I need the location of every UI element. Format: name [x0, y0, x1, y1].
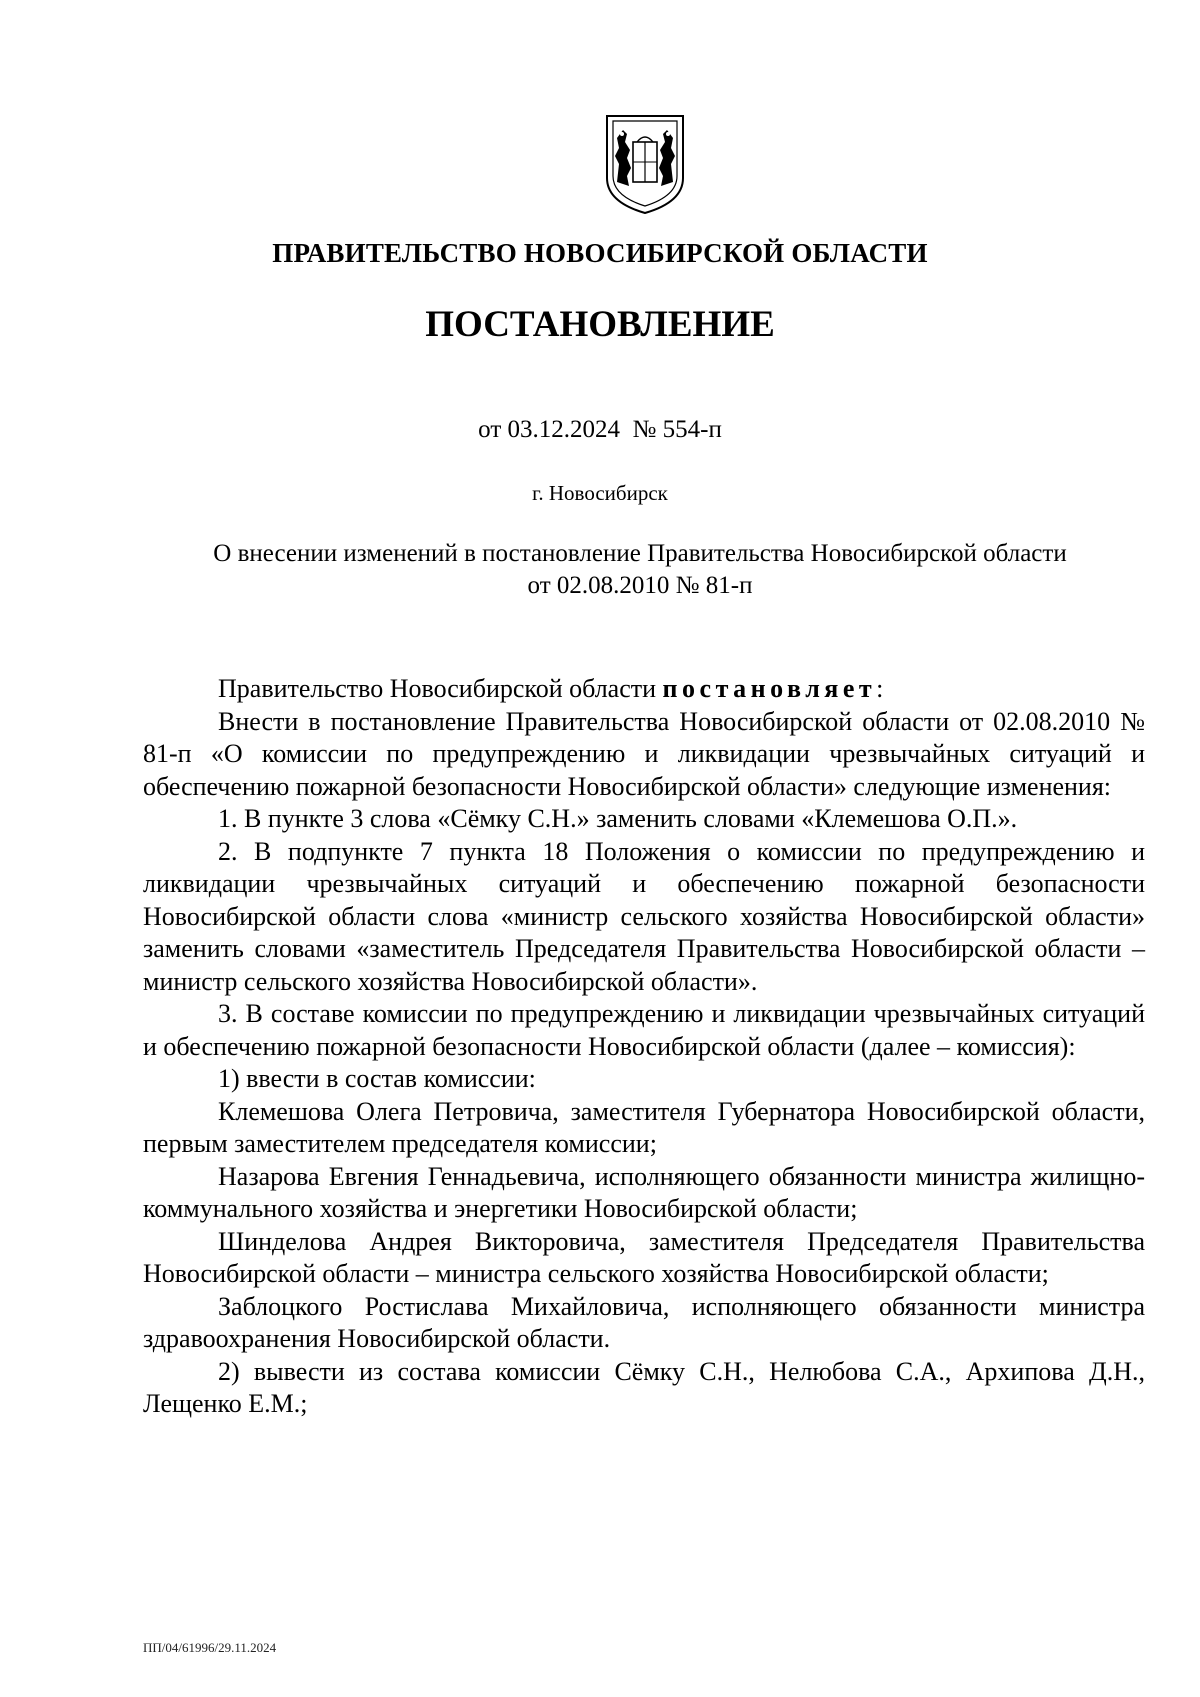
document-subject [140, 538, 1140, 602]
subject-line-1: О внесении изменений в постановление Правительства Новосибирской области [213, 540, 1067, 567]
document-date: от 03.12.2024 [478, 416, 621, 443]
document-footer-code: ПП/04/61996/29.11.2024 [143, 1640, 277, 1655]
document-city: г. Новосибирск [532, 481, 668, 505]
document-number: № 554-п [632, 416, 722, 443]
body-paragraph: 2) вывести из состава комиссии Сёмку С.Н., Нелюбова С.А., Архипова Д.Н., Лещенко Е.М.; [143, 1356, 1145, 1418]
body-paragraph: Назарова Евгения Геннадьевича, исполняющего обязанности министра жилищно-коммунального хозяйства и энергетики Новосибирской области; [143, 1161, 1145, 1223]
document-body [143, 673, 1145, 1421]
body-paragraph: Клемешова Олега Петровича, заместителя Губернатора Новосибирской области, первым заместителем председателя комиссии; [143, 1096, 1145, 1158]
novosibirsk-coat-of-arms-icon [603, 112, 687, 216]
body-paragraph-resolves [143, 673, 1145, 706]
document-date-number [0, 416, 1200, 444]
body-paragraph: 3. В составе комиссии по предупреждению и ликвидации чрезвычайных ситуаций и обеспечению пожарной безопасности Новосибирской области (далее – комиссия): [143, 999, 1145, 1061]
resolves-keyword: постановляет [662, 674, 877, 703]
body-paragraph: 1. В пункте 3 слова «Сёмку С.Н.» заменить словами «Клемешова О.П.». [218, 804, 1018, 833]
government-name-heading: ПРАВИТЕЛЬСТВО НОВОСИБИРСКОЙ ОБЛАСТИ [272, 238, 928, 268]
resolves-prefix: Правительство Новосибирской области [218, 674, 663, 703]
body-paragraph: Заблоцкого Ростислава Михайловича, исполняющего обязанности министра здравоохранения Новосибирской области. [143, 1291, 1145, 1353]
resolves-suffix: : [876, 674, 884, 703]
body-paragraph: 1) ввести в состав комиссии: [218, 1064, 536, 1093]
body-paragraph: Шинделова Андрея Викторовича, заместителя Председателя Правительства Новосибирской области – министра сельского хозяйства Новосибирской области; [143, 1226, 1145, 1288]
subject-line-2: от 02.08.2010 № 81-п [527, 572, 753, 599]
body-paragraph: 2. В подпункте 7 пункта 18 Положения о комиссии по предупреждению и ликвидации чрезвычайных ситуаций и обеспечению пожарной безопасности Новосибирской области слова «министр сельского хозяйства Новосибирской области» заменить словами «заместитель Председателя Правительства Новосибирской области – министр сельского хозяйства Новосибирской области». [143, 836, 1145, 996]
document-type-title: ПОСТАНОВЛЕНИЕ [425, 304, 775, 345]
body-paragraph: Внести в постановление Правительства Новосибирской области от 02.08.2010 № 81-п «О комиссии по предупреждению и ликвидации чрезвычайных ситуаций и обеспечению пожарной безопасности Новосибирской области» следующие изменения: [143, 706, 1145, 801]
